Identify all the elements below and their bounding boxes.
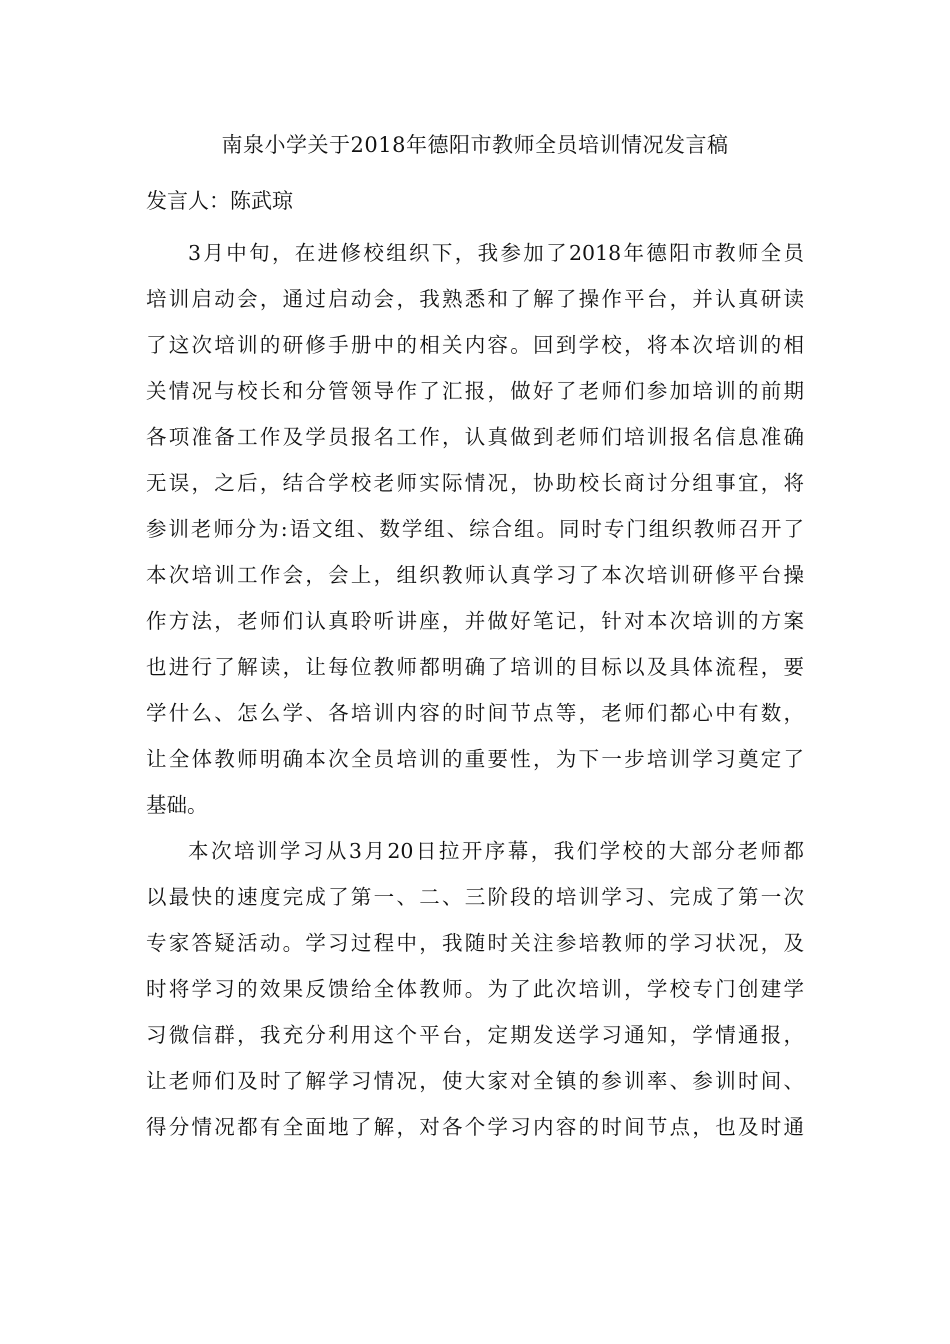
document-body bbox=[146, 230, 804, 1150]
text-line: 各项准备工作及学员报名工作，认真做到老师们培训报名信息准确 bbox=[146, 425, 804, 449]
text-line: 培训启动会，通过启动会，我熟悉和了解了操作平台，并认真研读 bbox=[146, 287, 804, 311]
text-line: 基础。 bbox=[146, 793, 208, 817]
text-line: 让全体教师明确本次全员培训的重要性，为下一步培训学习奠定了 bbox=[146, 747, 804, 771]
text-line: 得分情况都有全面地了解，对各个学习内容的时间节点，也及时通 bbox=[146, 1115, 804, 1139]
text-line: 3月中旬，在进修校组织下，我参加了2018年德阳市教师全员 bbox=[188, 241, 804, 265]
paragraph-1 bbox=[146, 230, 804, 828]
text-line: 习微信群，我充分利用这个平台，定期发送学习通知，学情通报， bbox=[146, 1023, 804, 1047]
text-line: 时将学习的效果反馈给全体教师。为了此次培训，学校专门创建学 bbox=[146, 977, 804, 1001]
text-line: 作方法，老师们认真聆听讲座，并做好笔记，针对本次培训的方案 bbox=[146, 609, 804, 633]
text-line: 让老师们及时了解学习情况，使大家对全镇的参训率、参训时间、 bbox=[146, 1069, 804, 1093]
document-title: 南泉小学关于2018年德阳市教师全员培训情况发言稿 bbox=[221, 133, 729, 157]
speaker-line: 发言人：陈武琼 bbox=[146, 189, 293, 213]
text-line: 也进行了解读，让每位教师都明确了培训的目标以及具体流程，要 bbox=[146, 655, 804, 679]
text-line: 了这次培训的研修手册中的相关内容。回到学校，将本次培训的相 bbox=[146, 333, 804, 357]
text-line: 本次培训学习从3月20日拉开序幕，我们学校的大部分老师都 bbox=[188, 839, 804, 863]
text-line: 参训老师分为:语文组、数学组、综合组。同时专门组织教师召开了 bbox=[146, 517, 804, 541]
text-line: 关情况与校长和分管领导作了汇报，做好了老师们参加培训的前期 bbox=[146, 379, 804, 403]
text-line: 本次培训工作会，会上，组织教师认真学习了本次培训研修平台操 bbox=[146, 563, 804, 587]
text-line: 学什么、怎么学、各培训内容的时间节点等，老师们都心中有数， bbox=[146, 701, 804, 725]
text-line: 以最快的速度完成了第一、二、三阶段的培训学习、完成了第一次 bbox=[146, 885, 804, 909]
text-line: 无误，之后，结合学校老师实际情况，协助校长商讨分组事宜，将 bbox=[146, 471, 804, 495]
paragraph-2 bbox=[146, 828, 804, 1150]
text-line: 专家答疑活动。学习过程中，我随时关注参培教师的学习状况，及 bbox=[146, 931, 804, 955]
